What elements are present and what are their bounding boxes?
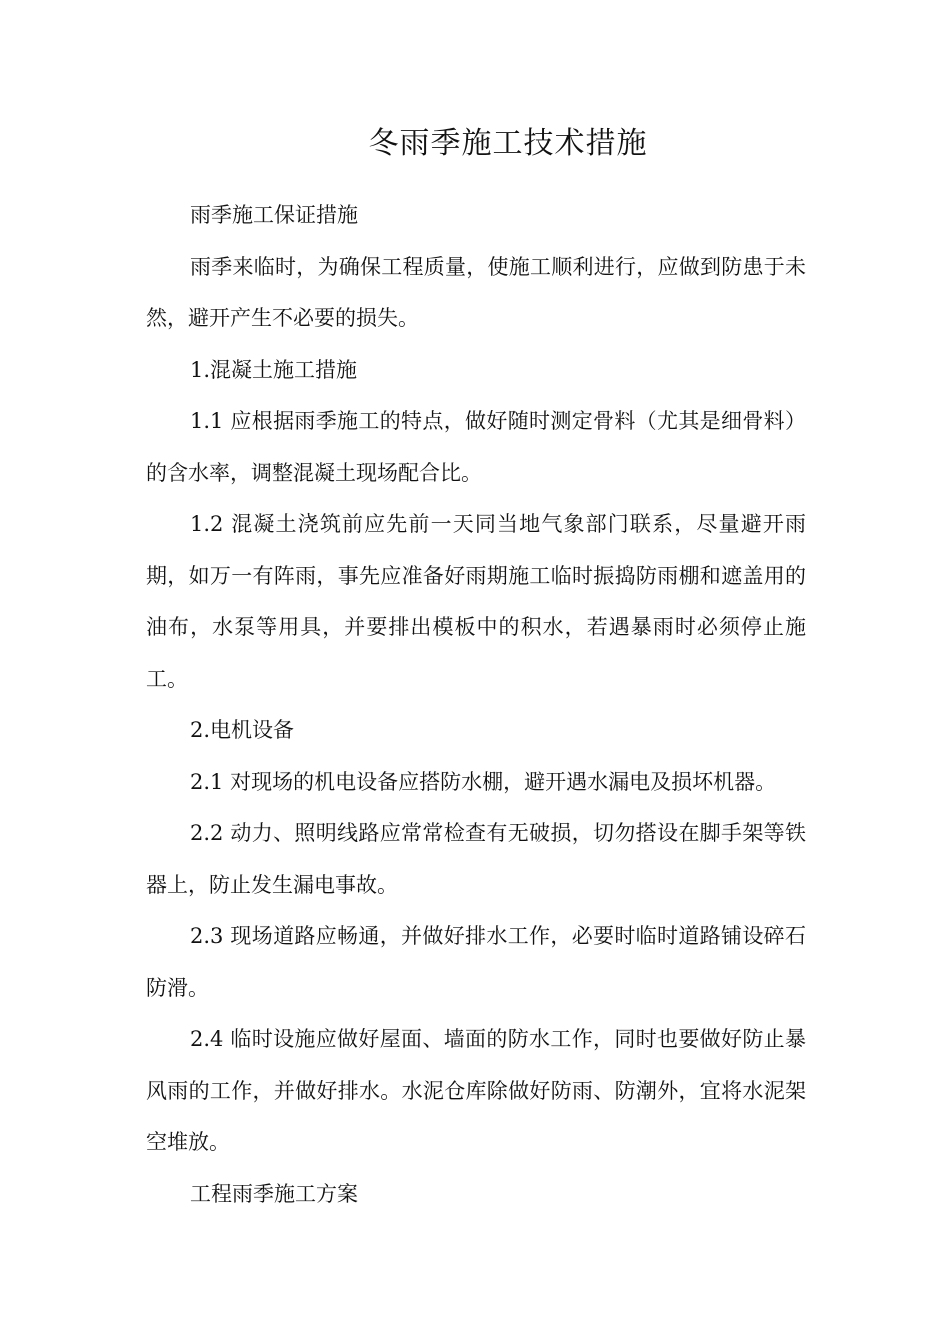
section-heading-rain-measures: 雨季施工保证措施: [190, 203, 358, 227]
document-body: [146, 190, 806, 1220]
section-heading-electrical: 2.电机设备: [190, 718, 295, 742]
paragraph-2-4: 2.4 临时设施应做好屋面、墙面的防水工作，同时也要做好防止暴风雨的工作，并做好排水。水泥仓库除做好防雨、防潮外，宜将水泥架空堆放。: [146, 1027, 806, 1154]
section-heading-concrete: 1.混凝土施工措施: [190, 357, 358, 382]
document-title: 冬雨季施工技术措施: [368, 126, 648, 161]
paragraph-2-3: 2.3 现场道路应畅通，并做好排水工作，必要时临时道路铺设碎石防滑。: [146, 924, 806, 1000]
paragraph-1-1: 1.1 应根据雨季施工的特点，做好随时测定骨料（尤其是细骨料）的含水率，调整混凝土现场配合比。: [146, 409, 806, 485]
paragraph-1-2: 1.2 混凝土浇筑前应先前一天同当地气象部门联系，尽量避开雨期，如万一有阵雨，事先应准备好雨期施工临时振捣防雨棚和遮盖用的油布，水泵等用具，并要排出模板中的积水，若遇暴雨时必须停止施工。: [146, 512, 806, 691]
paragraph-2-1: 2.1 对现场的机电设备应搭防水棚，避开遇水漏电及损坏机器。: [190, 769, 777, 794]
paragraph-intro: 雨季来临时，为确保工程质量，使施工顺利进行，应做到防患于未然，避开产生不必要的损失。: [146, 254, 806, 330]
paragraph-2-2: 2.2 动力、照明线路应常常检查有无破损，切勿搭设在脚手架等铁器上，防止发生漏电事故。: [146, 821, 806, 897]
section-heading-rain-plan: 工程雨季施工方案: [190, 1181, 358, 1206]
